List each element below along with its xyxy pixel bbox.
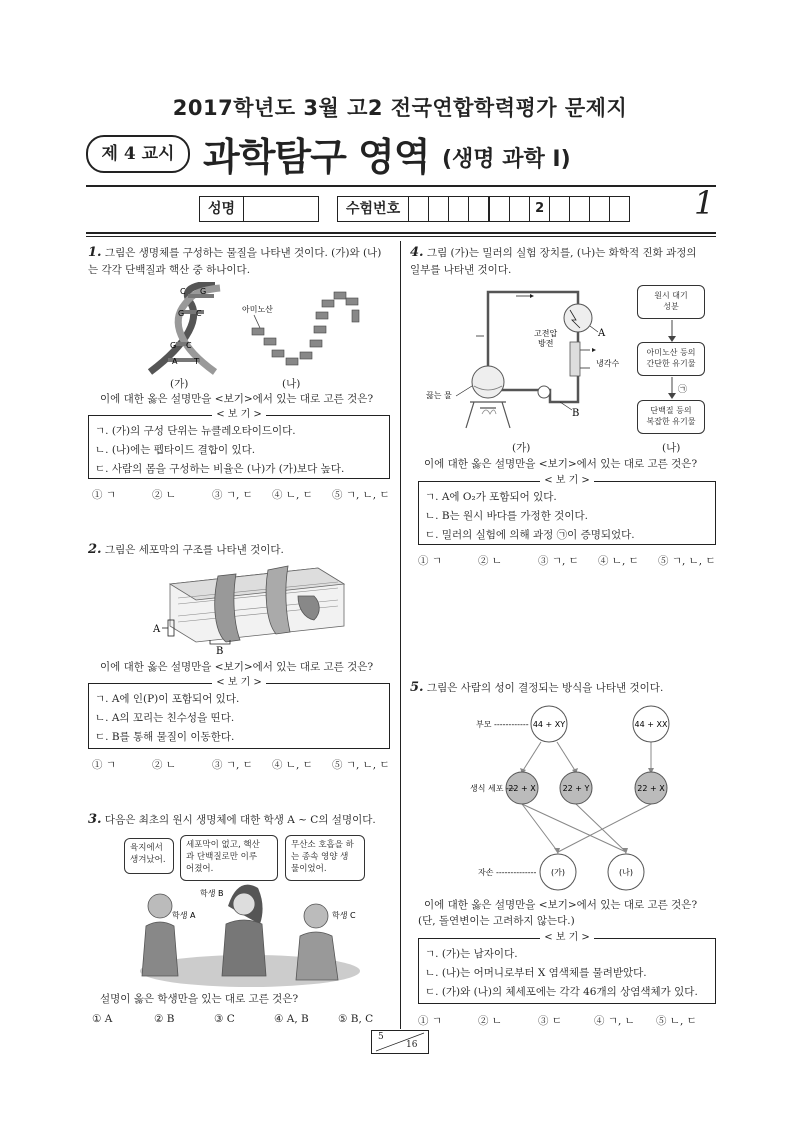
- dna-base-label: G: [170, 341, 177, 350]
- figure-caption: (나): [282, 378, 301, 390]
- parent2-label: 44 + XX: [634, 720, 668, 729]
- row-label-gamete: 생식 세포 ---: [470, 784, 515, 793]
- question-4: [410, 244, 720, 279]
- bogi-item: ㄱ. (가)는 남자이다.: [425, 948, 518, 960]
- exam-number-box: [337, 196, 630, 222]
- step-mark: ㉠: [678, 385, 688, 395]
- question-1: [88, 244, 393, 279]
- question-text: 그림은 생명체를 구성하는 물질을 나타낸 것이다. (가)와 (나): [104, 247, 382, 259]
- question-number: 4.: [410, 245, 424, 260]
- label-spark-2: 방전: [538, 339, 554, 348]
- bogi-title: < 보 기 >: [212, 409, 266, 420]
- answer-choice[interactable]: ⑤ ㄱ, ㄴ, ㄷ: [332, 759, 390, 771]
- speech-bubble-a: [124, 838, 174, 874]
- name-label: 성명: [200, 197, 244, 221]
- student-c-label: 학생 C: [332, 911, 356, 920]
- answer-choices: [92, 757, 392, 772]
- answer-choice[interactable]: ③ C: [214, 1013, 235, 1025]
- child2-label: (나): [619, 868, 633, 877]
- bubble-line: 생겨났어.: [130, 855, 166, 865]
- answer-choice[interactable]: ⑤ ㄱ, ㄴ, ㄷ: [658, 555, 716, 567]
- question-2: [88, 541, 393, 559]
- step-line: 원시 대기: [654, 291, 688, 300]
- question-text: 그림 (가)는 밀러의 실험 장치를, (나)는 화학적 진화 과정의: [426, 247, 697, 259]
- question-text: 그림은 사람의 성이 결정되는 방식을 나타낸 것이다.: [426, 682, 664, 694]
- bogi-box: [88, 677, 390, 749]
- exam-number-label: 수험번호: [338, 197, 409, 221]
- question-5: [410, 679, 720, 697]
- arrow-down-icon: [662, 320, 682, 344]
- question-prompt: 이에 대한 옳은 설명만을 <보기>에서 있는 대로 고른 것은?: [424, 458, 698, 470]
- exam-number-cell: [510, 197, 530, 221]
- bubble-line: 는 종속 영양 생: [291, 852, 349, 862]
- child1-label: (가): [551, 868, 565, 877]
- answer-choice[interactable]: ⑤ ㄱ, ㄴ, ㄷ: [332, 489, 390, 501]
- bogi-box: [88, 409, 390, 479]
- label-cooling: 냉각수: [596, 359, 620, 368]
- column-divider: [400, 241, 401, 1029]
- process-step-1: [637, 285, 705, 319]
- bubble-line: 물이었어.: [291, 864, 327, 874]
- answer-choice[interactable]: ① A: [92, 1013, 113, 1025]
- total-pages: 16: [406, 1040, 418, 1050]
- answer-choice[interactable]: ⑤ ㄴ, ㄷ: [656, 1015, 697, 1027]
- student-c-head: [304, 904, 328, 928]
- bogi-item: ㄴ. (나)에는 펩타이드 결합이 있다.: [95, 444, 256, 456]
- answer-choices: [92, 487, 392, 502]
- bogi-item: ㄷ. 사람의 몸을 구성하는 비율은 (나)가 (가)보다 높다.: [95, 463, 345, 475]
- sex-determination-diagram: [410, 702, 710, 892]
- exam-number-cell: [449, 197, 469, 221]
- bogi-title: < 보 기 >: [540, 932, 594, 943]
- bogi-item: ㄴ. A의 꼬리는 친수성을 띤다.: [95, 712, 235, 724]
- exam-number-cell: [469, 197, 490, 221]
- header-rule-bottom-thin: [86, 236, 716, 237]
- exam-number-cell: [429, 197, 449, 221]
- step-line: 성분: [663, 302, 679, 311]
- question-number: 5.: [410, 680, 424, 695]
- answer-choices: [418, 1013, 718, 1028]
- process-step-3: [637, 400, 705, 434]
- current-page: 5: [378, 1032, 384, 1042]
- answer-choice[interactable]: ③ ㄱ, ㄷ: [212, 759, 253, 771]
- row-label-parent: 부모 ------------: [476, 720, 529, 729]
- dna-base-label: G: [178, 309, 185, 318]
- question-note: (단, 돌연변이는 고려하지 않는다.): [418, 915, 575, 927]
- answer-choice[interactable]: ① ㄱ: [92, 489, 116, 501]
- exam-number-cell: [570, 197, 590, 221]
- bubble-line: 육지에서: [130, 843, 163, 853]
- student-a-head: [148, 894, 172, 918]
- bogi-item: ㄱ. (가)의 구성 단위는 뉴클레오타이드이다.: [95, 425, 296, 437]
- gamete3-label: 22 + X: [637, 784, 665, 793]
- exam-number-cell: [610, 197, 629, 221]
- student-c-body: [296, 932, 338, 980]
- answer-choice[interactable]: ⑤ B, C: [338, 1013, 374, 1025]
- exam-number-cell: [409, 197, 429, 221]
- bogi-item: ㄷ. B를 통해 물질이 이동한다.: [95, 731, 235, 743]
- figure-caption: (나): [662, 442, 681, 454]
- answer-choice[interactable]: ④ ㄴ, ㄷ: [272, 759, 313, 771]
- q1-figure: [130, 282, 370, 377]
- answer-choice[interactable]: ④ ㄱ, ㄴ: [594, 1015, 635, 1027]
- student-b-body: [222, 920, 266, 976]
- bogi-item: ㄱ. A에 O₂가 포함되어 있다.: [425, 491, 557, 503]
- bogi-title: < 보 기 >: [540, 475, 594, 486]
- subject-subtitle: (생명 과학 Ⅰ): [442, 147, 571, 172]
- answer-choice[interactable]: ② ㄴ: [478, 555, 502, 567]
- label-b: B: [216, 646, 224, 654]
- bogi-item: ㄱ. A에 인(P)이 포함되어 있다.: [95, 693, 240, 705]
- name-field: [244, 197, 318, 221]
- answer-choice[interactable]: ④ ㄴ, ㄷ: [598, 555, 639, 567]
- question-prompt: 이에 대한 옳은 설명만을 <보기>에서 있는 대로 고른 것은?: [424, 899, 698, 911]
- bogi-box: [418, 475, 716, 545]
- question-number: 1.: [88, 245, 102, 260]
- label-water: 끓는 물: [426, 391, 452, 400]
- bogi-item: ㄴ. B는 원시 바다를 가정한 것이다.: [425, 510, 588, 522]
- bubble-line: 과 단백질로만 이루: [186, 852, 258, 862]
- answer-choice[interactable]: ② B: [154, 1013, 175, 1025]
- stopcock: [538, 386, 550, 398]
- dna-base-label: G: [200, 287, 207, 296]
- subject-title: 과학탐구 영역: [203, 135, 430, 179]
- amino-acid-label: 아미노산: [242, 305, 273, 314]
- answer-choice[interactable]: ② ㄴ: [152, 759, 176, 771]
- exam-number-cell: [590, 197, 610, 221]
- answer-choice[interactable]: ③ ㄷ: [538, 1015, 562, 1027]
- bogi-item: ㄷ. (가)와 (나)의 체세포에는 각각 46개의 상염색체가 있다.: [425, 986, 698, 998]
- label-a: A: [153, 624, 161, 635]
- row-label-child: 자손 --------------: [478, 868, 537, 877]
- parent1-label: 44 + XY: [532, 720, 566, 729]
- answer-choice[interactable]: ② ㄴ: [478, 1015, 502, 1027]
- bogi-item: ㄷ. 밀러의 실험에 의해 과정 ㉠이 증명되었다.: [425, 529, 635, 541]
- dna-base-label: A: [172, 357, 178, 366]
- answer-choice[interactable]: ③ ㄱ, ㄷ: [538, 555, 579, 567]
- page-number: 1: [694, 184, 715, 222]
- label-b: B: [572, 408, 580, 419]
- question-text: 는 각각 단백질과 핵산 중 하나이다.: [88, 264, 251, 276]
- speech-bubble-c: [285, 835, 365, 881]
- boiling-flask: [472, 366, 504, 398]
- question-text: 일부를 나타낸 것이다.: [410, 264, 512, 276]
- bogi-item: ㄴ. (나)는 어머니로부터 X 염색체를 물려받았다.: [425, 967, 647, 979]
- stand: [466, 402, 510, 428]
- flame-icon: [482, 410, 496, 414]
- dna-base-label: C: [186, 341, 192, 350]
- label-spark-1: 고전압: [534, 329, 558, 338]
- page-indicator: [371, 1030, 429, 1054]
- question-number: 2.: [88, 542, 102, 557]
- answer-choice[interactable]: ③ ㄱ, ㄷ: [212, 489, 253, 501]
- exam-number-cell: 2: [530, 197, 550, 221]
- name-box: [199, 196, 319, 222]
- dna-base-label: C: [180, 287, 186, 296]
- question-number: 3.: [88, 812, 102, 827]
- process-step-2: [637, 342, 705, 376]
- question-3: [88, 811, 393, 829]
- answer-choice[interactable]: ① ㄱ: [418, 1015, 442, 1027]
- answer-choices: [92, 1013, 392, 1025]
- exam-number-cell: [490, 197, 510, 221]
- dna-base-label: T: [194, 357, 199, 366]
- bubble-line: 무산소 호흡을 하: [291, 840, 354, 850]
- bogi-title: < 보 기 >: [212, 677, 266, 688]
- step-line: 간단한 유기물: [646, 359, 696, 368]
- answer-choice[interactable]: ④ ㄴ, ㄷ: [272, 489, 313, 501]
- gamete1-label: 22 + X: [508, 784, 536, 793]
- exam-title: 2017학년도 3월 고2 전국연합학력평가 문제지: [172, 96, 628, 120]
- question-text: 그림은 세포막의 구조를 나타낸 것이다.: [104, 544, 284, 556]
- question-text: 다음은 최초의 원시 생명체에 대한 학생 A ~ C의 설명이다.: [104, 814, 376, 826]
- bubble-line: 세포막이 없고, 핵산: [186, 840, 260, 850]
- answer-choices: [418, 553, 718, 568]
- cell-membrane-figure: [148, 562, 348, 654]
- question-prompt: 설명이 옳은 학생만을 있는 대로 고른 것은?: [100, 993, 299, 1005]
- answer-choice[interactable]: ① ㄱ: [418, 555, 442, 567]
- student-a-label: 학생 A: [172, 911, 196, 920]
- header-rule-bottom: [86, 232, 716, 234]
- answer-choice[interactable]: ② ㄴ: [152, 489, 176, 501]
- answer-choice[interactable]: ④ A, B: [274, 1013, 309, 1025]
- step-line: 단백질 등의: [650, 406, 692, 415]
- label-a: A: [598, 328, 606, 339]
- bogi-box: [418, 932, 716, 1004]
- gamete2-label: 22 + Y: [562, 784, 590, 793]
- period-badge: 제 4 교시: [86, 135, 190, 173]
- answer-choice[interactable]: ① ㄱ: [92, 759, 116, 771]
- bubble-line: 어졌어.: [186, 864, 214, 874]
- student-a-body: [142, 922, 178, 976]
- dna-base-label: C: [196, 309, 202, 318]
- question-prompt: 이에 대한 옳은 설명만을 <보기>에서 있는 대로 고른 것은?: [100, 393, 374, 405]
- speech-bubble-b: [180, 835, 278, 881]
- figure-caption: (가): [170, 378, 189, 390]
- miller-apparatus: [420, 282, 630, 442]
- exam-number-cell: [550, 197, 570, 221]
- header-rule: [86, 185, 716, 187]
- step-line: 복잡한 유기물: [646, 417, 696, 426]
- condenser: [570, 342, 580, 376]
- student-b-head: [233, 893, 255, 915]
- students-illustration: [120, 876, 380, 988]
- spark-flask: [564, 304, 592, 332]
- figure-caption: (가): [512, 442, 531, 454]
- step-line: 아미노산 등의: [646, 348, 696, 357]
- student-b-label: 학생 B: [200, 889, 224, 898]
- question-prompt: 이에 대한 옳은 설명만을 <보기>에서 있는 대로 고른 것은?: [100, 661, 374, 673]
